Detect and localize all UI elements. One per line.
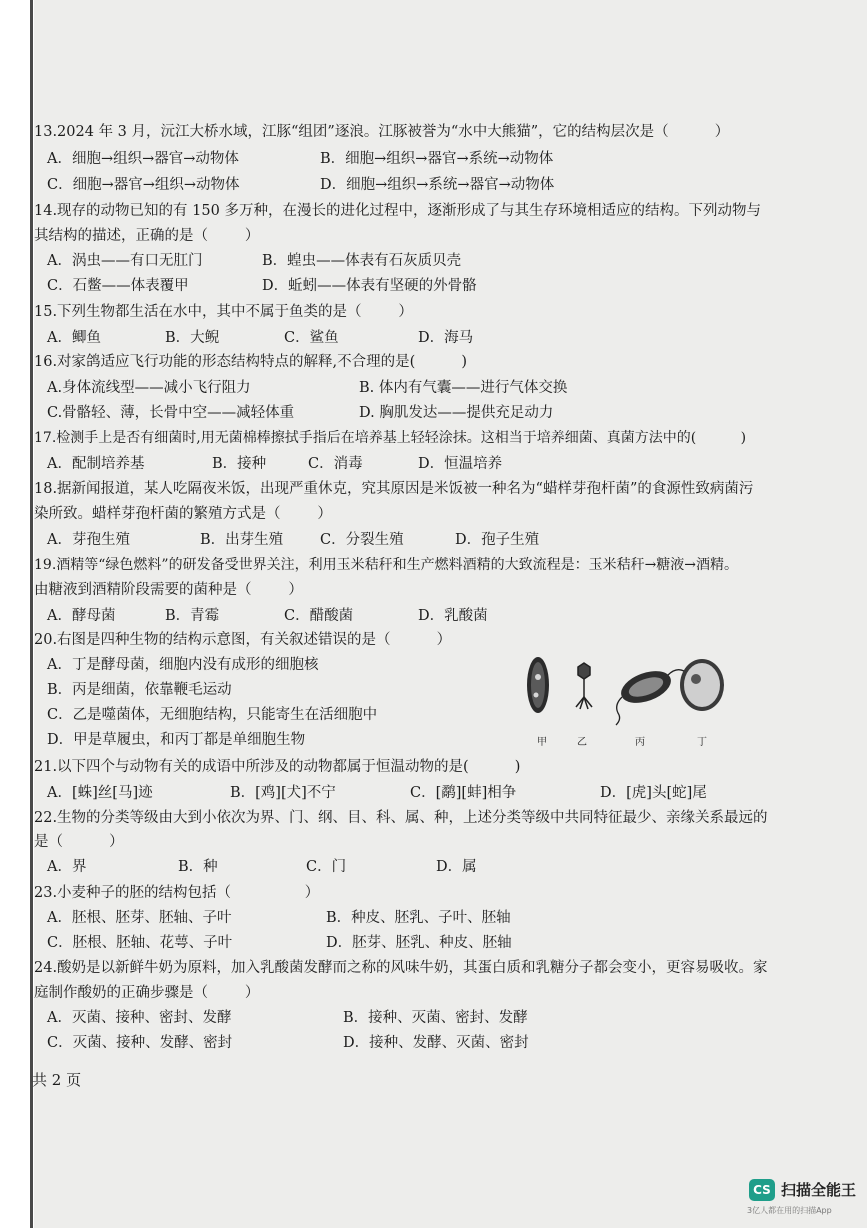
q22-option-d: D．属 (436, 859, 477, 875)
figure-label-ding: 丁 (697, 737, 707, 748)
page-footer: 共 2 页 (32, 1071, 82, 1089)
q20-option-a: A．丁是酵母菌，细胞内没有成形的细胞核 (47, 657, 319, 673)
q24-option-b: B．接种、灭菌、密封、发酵 (343, 1010, 528, 1026)
q23-option-a: A．胚根、胚芽、胚轴、子叶 (47, 910, 232, 926)
q14-option-d: D．蚯蚓——体表有坚硬的外骨骼 (262, 278, 477, 294)
q15-option-d: D．海马 (418, 330, 474, 346)
q22-stem-line2: 是（ ） (34, 834, 124, 850)
q24-stem-line1: 24.酸奶是以新鲜牛奶为原料，加入乳酸菌发酵而之称的风味牛奶，其蛋白质和乳糖分子都会变小，更容易吸收。家 (34, 960, 768, 976)
q16-option-c: C.骨骼轻、薄，长骨中空——减轻体重 (47, 405, 295, 421)
q13-option-d: D．细胞→组织→系统→器官→动物体 (320, 177, 555, 193)
watermark-app-name: 扫描全能王 (781, 1181, 857, 1199)
q18-option-a: A．芽孢生殖 (47, 532, 130, 548)
q24-option-d: D．接种、发酵、灭菌、密封 (343, 1035, 529, 1051)
q21-option-b: B．[鸡][犬]不宁 (230, 785, 336, 801)
q22-stem-line1: 22.生物的分类等级由大到小依次为界、门、纲、目、科、属、种，上述分类等级中共同特征最少、亲缘关系最远的 (34, 810, 768, 826)
q20-option-b: B．丙是细菌，依靠鞭毛运动 (47, 682, 232, 698)
q14-option-a: A．涡虫——有口无肛门 (47, 253, 203, 269)
q13-stem: 13.2024 年 3 月，沅江大桥水域，江豚“组团”逐浪。江豚被誉为“水中大熊猫”，它的结构层次是（ ） (34, 124, 730, 140)
q16-option-a: A.身体流线型——减小飞行阻力 (47, 380, 251, 396)
q18-option-c: C．分裂生殖 (320, 532, 404, 548)
watermark-tagline: 3亿人都在用的扫描App (747, 1206, 832, 1215)
q16-stem: 16.对家鸽适应飞行功能的形态结构特点的解释,不合理的是( ) (34, 354, 468, 370)
q16-option-b: B. 体内有气囊——进行气体交换 (359, 380, 568, 396)
q14-stem-line1: 14.现存的动物已知的有 150 多万种，在漫长的进化过程中，逐渐形成了与其生存环境相适应的结构。下列动物与 (34, 203, 761, 219)
q21-option-d: D．[虎]头[蛇]尾 (600, 785, 707, 801)
q24-stem-line2: 庭制作酸奶的正确步骤是（ ） (34, 985, 260, 1001)
paramecium-drawing (527, 657, 549, 713)
q20-option-c: C．乙是噬菌体，无细胞结构，只能寄生在活细胞中 (47, 707, 378, 723)
q24-option-a: A．灭菌、接种、密封、发酵 (47, 1010, 232, 1026)
q21-stem: 21.以下四个与动物有关的成语中所涉及的动物都属于恒温动物的是( ) (34, 759, 521, 775)
q18-option-d: D．孢子生殖 (455, 532, 540, 548)
q13-option-b: B．细胞→组织→器官→系统→动物体 (320, 151, 554, 167)
q19-stem-line1: 19.酒精等“绿色燃料”的研发备受世界关注，利用玉米秸秆和生产燃料酒精的大致流程是：玉米秸秆→糖液→酒精。 (34, 557, 739, 573)
figure-label-yi: 乙 (577, 737, 587, 748)
q17-option-d: D．恒温培养 (418, 456, 503, 472)
q16-option-d: D. 胸肌发达——提供充足动力 (359, 405, 554, 421)
scanner-watermark (735, 1173, 860, 1223)
camscanner-logo-icon: CS (749, 1179, 775, 1201)
q19-option-c: C．醋酸菌 (284, 608, 354, 624)
bacterium-drawing (616, 665, 684, 725)
q17-option-b: B．接种 (212, 456, 267, 472)
q19-option-d: D．乳酸菌 (418, 608, 488, 624)
q14-stem-line2: 其结构的描述，正确的是（ ） (34, 228, 260, 244)
q17-stem: 17.检测手上是否有细菌时,用无菌棉棒擦拭手指后在培养基上轻轻涂抹。这相当于培养细菌、真菌方法中的( ) (34, 430, 747, 446)
q21-option-c: C．[鹬][蚌]相争 (410, 785, 517, 801)
figure-label-bing: 丙 (635, 737, 645, 748)
q17-option-c: C．消毒 (308, 456, 363, 472)
q22-option-b: B．种 (178, 859, 218, 875)
q23-option-d: D．胚芽、胚乳、种皮、胚轴 (326, 935, 512, 951)
q18-option-b: B．出芽生殖 (200, 532, 284, 548)
q18-stem-line2: 染所致。蜡样芽孢杆菌的繁殖方式是（ ） (34, 506, 332, 522)
q21-option-a: A．[蛛]丝[马]迹 (47, 785, 153, 801)
q17-option-a: A．配制培养基 (47, 456, 145, 472)
q19-option-a: A．酵母菌 (47, 608, 116, 624)
q19-option-b: B．青霉 (165, 608, 220, 624)
q18-stem-line1: 18.据新闻报道，某人吃隔夜米饭，出现严重休克，究其原因是米饭被一种名为“蜡样芽孢杆菌”的食源性致病菌污 (34, 481, 754, 497)
q20-stem: 20.右图是四种生物的结构示意图，有关叙述错误的是（ ） (34, 632, 452, 648)
figure-label-jia: 甲 (537, 737, 547, 748)
q15-option-a: A．鲫鱼 (47, 330, 101, 346)
q23-option-c: C．胚根、胚轴、花萼、子叶 (47, 935, 233, 951)
yeast-drawing (680, 659, 724, 711)
q14-option-c: C．石鳖——体表覆甲 (47, 278, 189, 294)
q13-option-a: A．细胞→组织→器官→动物体 (47, 151, 239, 167)
q15-option-c: C．鲨鱼 (284, 330, 339, 346)
q22-option-a: A．界 (47, 859, 87, 875)
page-binding-margin (0, 0, 34, 1228)
q19-stem-line2: 由糖液到酒精阶段需要的菌种是（ ） (34, 582, 303, 598)
q13-option-c: C．细胞→器官→组织→动物体 (47, 177, 240, 193)
q24-option-c: C．灭菌、接种、发酵、密封 (47, 1035, 233, 1051)
q15-option-b: B．大鲵 (165, 330, 220, 346)
q15-stem: 15.下列生物都生活在水中，其中不属于鱼类的是（ ） (34, 304, 413, 320)
q14-option-b: B．蝗虫——体表有石灰质贝壳 (262, 253, 462, 269)
q22-option-c: C．门 (306, 859, 347, 875)
binding-edge-line (30, 0, 33, 1228)
bacteriophage-drawing (576, 663, 592, 709)
q23-option-b: B．种皮、胚乳、子叶、胚轴 (326, 910, 511, 926)
q20-option-d: D．甲是草履虫，和丙丁都是单细胞生物 (47, 732, 306, 748)
q23-stem: 23.小麦种子的胚的结构包括（ ） (34, 885, 320, 901)
